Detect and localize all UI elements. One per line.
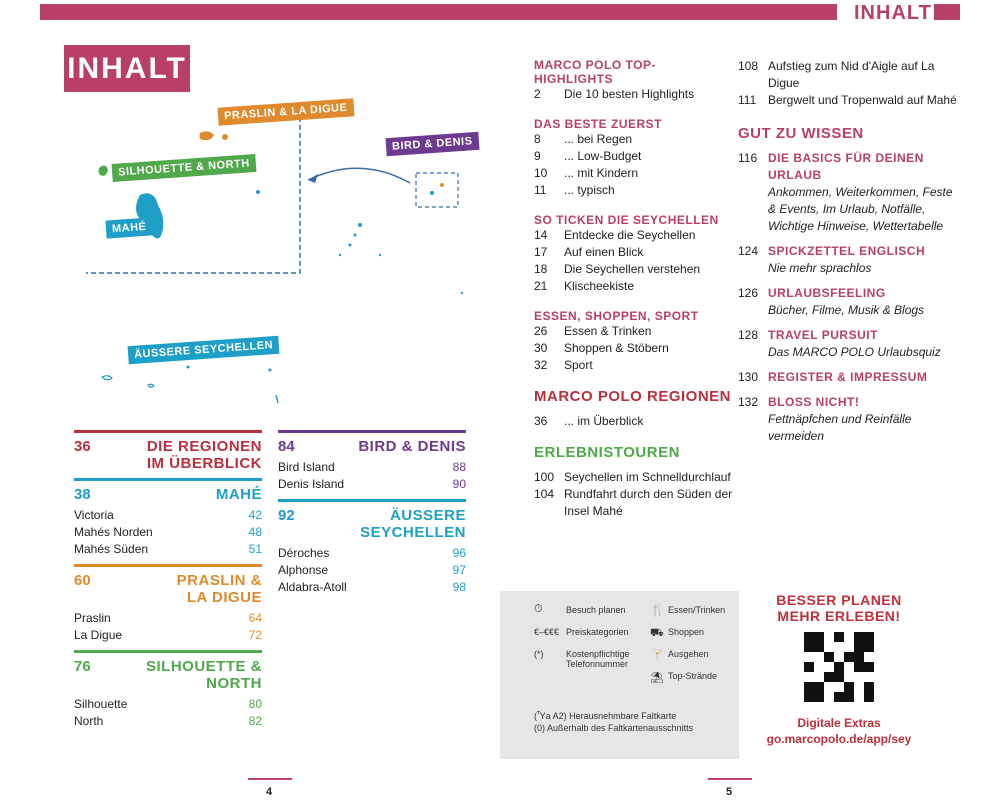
map-label-praslin: PRASLIN & LA DIGUE	[218, 98, 354, 125]
toc-entry-body	[768, 369, 927, 386]
regions-left-column	[74, 430, 262, 736]
qr-code-icon[interactable]	[804, 632, 874, 702]
region-item-row[interactable]	[278, 476, 466, 493]
region-header	[74, 438, 262, 472]
region-block	[278, 499, 466, 596]
legend-karte-1: (Ὗa A2) Herausnehmbare Faltkarte	[534, 711, 677, 721]
toc-entry[interactable]	[738, 92, 960, 109]
legend-strand: Top-Strände	[668, 671, 718, 681]
toc-entry-title: Die 10 besten Highlights	[564, 87, 695, 101]
denis-island-dot	[440, 183, 444, 187]
promo-extras: Digitale Extras	[797, 716, 881, 730]
region-number: 92	[278, 507, 295, 524]
toc-entry-title: Die Seychellen verstehen	[564, 262, 701, 276]
region-item-row[interactable]	[74, 627, 262, 644]
region-title-line: SILHOUETTE &	[145, 658, 262, 675]
toc-entry[interactable]	[534, 227, 734, 244]
region-number: 36	[74, 438, 91, 455]
legend-box	[500, 591, 739, 759]
toc-entry[interactable]	[534, 261, 734, 278]
toc-page-number: 14	[534, 228, 548, 242]
region-number: 60	[74, 572, 91, 589]
toc-entry[interactable]	[738, 327, 960, 361]
toc-entry[interactable]	[534, 148, 734, 165]
promo-line-2: MEHR ERLEBEN!	[777, 608, 901, 624]
toc-entry-title: TRAVEL PURSUIT	[768, 328, 878, 342]
region-item-name: Silhouette	[74, 697, 128, 711]
praslin-island	[200, 131, 215, 140]
outer-island	[276, 395, 278, 403]
toc-page-number: 8	[534, 132, 541, 146]
toc-page-number: 9	[534, 149, 541, 163]
region-map	[70, 95, 473, 415]
region-item-page: 82	[248, 714, 262, 728]
region-divider	[74, 650, 262, 653]
clock-icon: ⏱	[534, 603, 543, 615]
region-item-page: 72	[248, 628, 262, 642]
toc-entry-subtitle: Bücher, Filme, Musik & Blogs	[768, 303, 925, 317]
toc-entry-title: ... Low-Budget	[564, 149, 642, 163]
toc-entry-title: Klischeekiste	[564, 279, 635, 293]
toc-entry-title: Rundfahrt durch den Süden der Insel Mahé	[564, 487, 733, 518]
toc-entry-subtitle: Ankommen, Weiterkommen, Feste & Events, Im Urlaub, Notfälle, Wichtige Hinweise, Wettertabelle	[768, 185, 953, 233]
promo-line-1: BESSER PLANEN	[776, 592, 902, 608]
toc-entry[interactable]	[738, 58, 960, 92]
region-item-page: 97	[452, 563, 466, 577]
bird-denis-box	[416, 173, 458, 207]
region-title	[360, 507, 466, 541]
legend-preis-symbol: €–€€€	[534, 627, 560, 637]
region-item-name: Déroches	[278, 546, 330, 560]
toc-entry[interactable]	[738, 150, 960, 235]
regions-right-column	[278, 430, 466, 602]
region-item-page: 42	[248, 508, 262, 522]
region-item-row[interactable]	[74, 541, 262, 558]
islet	[339, 254, 341, 256]
region-title-line: ÄUSSERE	[389, 507, 466, 524]
top-color-bar-right	[934, 4, 960, 20]
toc-entry-title: ... bei Regen	[564, 132, 633, 146]
map-label-mahe: MAHÉ	[105, 217, 153, 238]
section-head-regionen: MARCO POLO REGIONEN	[534, 388, 732, 405]
toc-entry[interactable]	[534, 244, 734, 261]
toc-entry[interactable]	[738, 394, 960, 445]
region-block	[74, 650, 262, 730]
region-item-row[interactable]	[278, 579, 466, 596]
toc-entry[interactable]	[534, 486, 734, 520]
region-item-row[interactable]	[74, 696, 262, 713]
region-item-name: La Digue	[74, 628, 123, 642]
promo-url[interactable]: go.marcopolo.de/app/sey	[766, 732, 912, 746]
toc-entry-title: Essen & Trinken	[564, 324, 652, 338]
map-arrow	[308, 168, 410, 183]
outer-island	[269, 369, 272, 372]
region-item-name: Mahés Süden	[74, 542, 149, 556]
page-line-right	[708, 778, 752, 780]
toc-entry[interactable]	[534, 413, 734, 430]
legend-besuch: Besuch planen	[566, 605, 626, 615]
region-item-name: Mahés Norden	[74, 525, 153, 539]
islet	[358, 223, 362, 227]
region-item-row[interactable]	[278, 459, 466, 476]
toc-page-number: 128	[738, 328, 759, 342]
region-item-page: 48	[248, 525, 262, 539]
toc-page-number: 126	[738, 286, 759, 300]
region-divider	[74, 478, 262, 481]
outer-island	[102, 376, 112, 380]
region-title	[146, 658, 262, 692]
toc-page-number: 108	[738, 59, 759, 73]
small-island	[256, 190, 260, 194]
region-block	[74, 564, 262, 644]
silhouette-island	[99, 166, 109, 176]
legend-shoppen: Shoppen	[668, 627, 705, 637]
toc-entry-subtitle: Fettnäpfchen und Reinfälle vermeiden	[768, 412, 912, 443]
region-item-name: Praslin	[74, 611, 111, 625]
toc-page-number: 17	[534, 245, 548, 259]
region-item-list	[278, 459, 466, 493]
islet	[379, 254, 381, 256]
toc-entry-title: ... typisch	[564, 183, 615, 197]
top-color-bar	[40, 4, 837, 20]
region-item-name: Aldabra-Atoll	[278, 580, 347, 594]
region-number: 84	[278, 438, 295, 455]
page-line-left	[248, 778, 292, 780]
region-item-list	[74, 696, 262, 730]
legend-kosten-symbol: (*)	[534, 649, 544, 659]
legend-essen: Essen/Trinken	[668, 605, 726, 615]
toc-entry-title: ... im Überblick	[564, 414, 644, 428]
promo-block	[754, 592, 924, 746]
toc-entry-title: REGISTER & IMPRESSUM	[768, 370, 928, 384]
page-title: INHALT	[64, 45, 190, 92]
toc-page-number: 21	[534, 279, 548, 293]
region-item-row[interactable]	[74, 610, 262, 627]
region-title	[177, 572, 262, 606]
map-label-aussere: ÄUSSERE SEYCHELLEN	[128, 336, 280, 365]
legend-kosten-2: Telefonnummer	[566, 659, 629, 669]
region-item-name: Alphonse	[278, 563, 329, 577]
region-block	[278, 430, 466, 493]
toc-entry[interactable]	[534, 340, 734, 357]
toc-entry[interactable]	[534, 278, 734, 295]
toc-page-number: 30	[534, 341, 548, 355]
region-item-name: Bird Island	[278, 460, 335, 474]
map-label-silhouette: SILHOUETTE & NORTH	[112, 154, 257, 182]
region-item-list	[74, 507, 262, 558]
toc-entry[interactable]	[534, 131, 734, 148]
islet	[349, 244, 352, 247]
region-header	[278, 438, 466, 455]
region-divider	[278, 430, 466, 433]
region-item-row[interactable]	[278, 545, 466, 562]
toc-entry[interactable]	[738, 285, 960, 319]
toc-page-number: 116	[738, 151, 758, 165]
legend-karte-2: (0) Außerhalb des Faltkartenausschnitts	[534, 723, 694, 733]
toc-entry-body	[768, 327, 941, 361]
outer-island	[187, 366, 190, 369]
region-number: 76	[74, 658, 91, 675]
region-item-name: Victoria	[74, 508, 114, 522]
region-divider	[278, 499, 466, 502]
page-number-left: 4	[266, 786, 273, 798]
toc-entry[interactable]	[534, 165, 734, 182]
toc-page-number: 132	[738, 395, 759, 409]
islet	[354, 234, 357, 237]
ladigue-island	[222, 134, 228, 140]
toc-column-4	[738, 58, 960, 453]
region-item-page: 64	[248, 611, 262, 625]
legend-kosten-1: Kostenpflichtige	[566, 649, 630, 659]
toc-entry-title: Shoppen & Stöbern	[564, 341, 669, 355]
toc-entry-title: SPICKZETTEL ENGLISCH	[768, 244, 926, 258]
toc-entry[interactable]	[534, 357, 734, 374]
region-title	[216, 486, 262, 503]
toc-entry-title: Bergwelt und Tropenwald auf Mahé	[768, 93, 957, 107]
legend-preis: Preiskategorien	[566, 627, 629, 637]
toc-entry-body	[768, 394, 960, 445]
region-item-name: Denis Island	[278, 477, 345, 491]
map-label-bird-denis: BIRD & DENIS	[385, 132, 479, 156]
section-head-gut-zu-wissen: GUT ZU WISSEN	[738, 125, 864, 142]
toc-column-3	[534, 58, 734, 520]
region-number: 38	[74, 486, 91, 503]
toc-entry-title: ... mit Kindern	[564, 166, 639, 180]
toc-page-number: 2	[534, 87, 541, 101]
toc-entry[interactable]	[738, 369, 960, 386]
toc-entry-title: Seychellen im Schnelldurchlauf	[564, 470, 731, 484]
toc-entry-title: Auf einen Blick	[564, 245, 644, 259]
region-block	[74, 430, 262, 472]
region-title	[358, 438, 466, 455]
toc-entry[interactable]	[534, 469, 734, 486]
toc-entry-body	[768, 285, 924, 319]
region-item-page: 90	[452, 477, 466, 491]
region-item-page: 96	[452, 546, 466, 560]
toc-page-number: 36	[534, 414, 548, 428]
region-block	[74, 478, 262, 558]
toc-page-number: 18	[534, 262, 548, 276]
toc-page-number: 10	[534, 166, 548, 180]
region-title-line: BIRD & DENIS	[358, 438, 466, 455]
region-header	[74, 572, 262, 606]
toc-entry-title: Aufstieg zum Nid d'Aigle auf La Digue	[768, 59, 935, 90]
region-divider	[74, 564, 262, 567]
region-divider	[74, 430, 262, 433]
region-title-line: IM ÜBERBLICK	[146, 455, 262, 472]
toc-page-number: 130	[738, 370, 759, 384]
section-head-erlebnistouren: ERLEBNISTOUREN	[534, 444, 680, 461]
toc-entry-title: BLOSS NICHT!	[768, 395, 860, 409]
toc-entry-title: Sport	[564, 358, 593, 372]
basket-icon: ⛟	[650, 627, 664, 639]
toc-entry[interactable]	[534, 86, 734, 103]
region-header	[74, 658, 262, 692]
region-item-row[interactable]	[74, 507, 262, 524]
toc-page-number: 111	[738, 93, 757, 107]
region-title-line: MAHÉ	[215, 486, 262, 503]
region-title-line: SEYCHELLEN	[360, 524, 466, 541]
cocktail-icon: 🍸	[650, 650, 664, 662]
region-header	[278, 507, 466, 541]
region-item-row[interactable]	[74, 524, 262, 541]
region-header	[74, 486, 262, 503]
toc-page-number: 32	[534, 358, 548, 372]
toc-entry-subtitle: Das MARCO POLO Urlaubsquiz	[768, 345, 941, 359]
outer-island	[148, 384, 154, 387]
section-head-beste-zuerst: DAS BESTE ZUERST	[534, 117, 663, 131]
toc-page-number: 124	[738, 244, 759, 258]
section-head-top-highlights: MARCO POLO TOP-HIGHLIGHTS	[534, 58, 656, 86]
toc-page-number: 100	[534, 470, 555, 484]
toc-entry-body	[768, 243, 925, 277]
toc-entry-title: Entdecke die Seychellen	[564, 228, 696, 242]
cutlery-icon: 🍴	[650, 603, 665, 617]
toc-entry-subtitle: Nie mehr sprachlos	[768, 261, 872, 275]
region-item-name: North	[74, 714, 104, 728]
islet	[461, 292, 463, 294]
toc-entry-title: DIE BASICS FÜR DEINEN URLAUB	[768, 151, 924, 182]
region-item-row[interactable]	[74, 713, 262, 730]
toc-entry[interactable]	[534, 323, 734, 340]
region-item-page: 98	[452, 580, 466, 594]
bird-island-dot	[430, 191, 434, 195]
region-item-list	[74, 610, 262, 644]
region-item-row[interactable]	[278, 562, 466, 579]
region-title-line: NORTH	[206, 675, 262, 692]
header-title: INHALT	[854, 2, 932, 24]
section-head-essen: ESSEN, SHOPPEN, SPORT	[534, 309, 699, 323]
toc-entry-title: URLAUBSFEELING	[768, 286, 886, 300]
map-frame-line	[86, 117, 300, 273]
toc-page-number: 104	[534, 487, 555, 501]
region-item-page: 80	[248, 697, 262, 711]
region-item-list	[278, 545, 466, 596]
toc-entry-body	[768, 150, 960, 235]
toc-page-number: 11	[534, 183, 547, 197]
region-title-line: LA DIGUE	[186, 589, 262, 606]
palm-icon: ⛱	[650, 672, 664, 684]
region-item-page: 88	[452, 460, 466, 474]
region-title-line: DIE REGIONEN	[146, 438, 262, 455]
region-item-page: 51	[248, 542, 262, 556]
toc-entry[interactable]	[738, 243, 960, 277]
page-number-right: 5	[726, 786, 733, 798]
legend-ausgehen: Ausgehen	[668, 649, 709, 659]
region-title	[147, 438, 262, 472]
toc-page-number: 26	[534, 324, 548, 338]
region-title-line: PRASLIN &	[176, 572, 262, 589]
section-head-so-ticken: SO TICKEN DIE SEYCHELLEN	[534, 213, 719, 227]
toc-entry[interactable]	[534, 182, 734, 199]
